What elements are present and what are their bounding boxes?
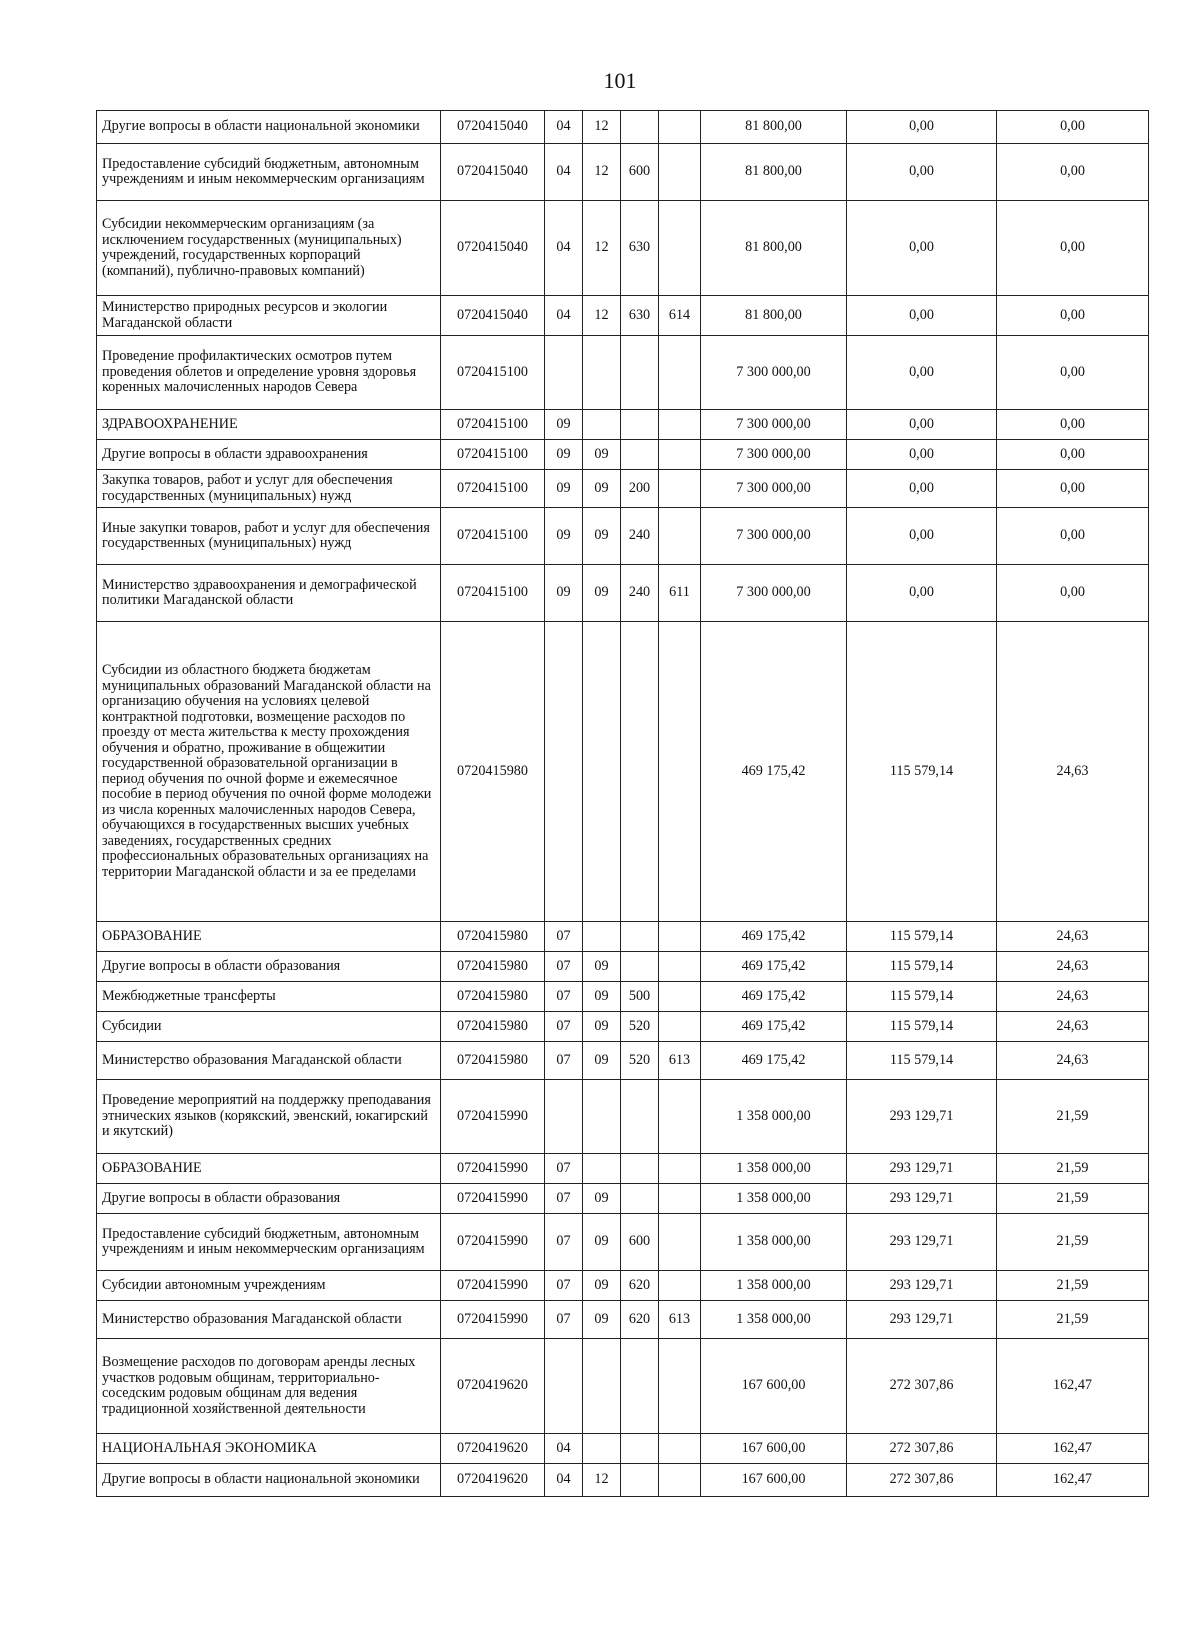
row-planned-amount: 469 175,42 bbox=[701, 922, 847, 952]
row-administrator-code: 613 bbox=[659, 1042, 701, 1080]
row-section: 04 bbox=[545, 1434, 583, 1464]
row-section: 04 bbox=[545, 144, 583, 201]
table-row bbox=[97, 1271, 1149, 1301]
row-name: Закупка товаров, работ и услуг для обеспечения государственных (муниципальных) нужд bbox=[97, 470, 441, 508]
row-actual-amount: 115 579,14 bbox=[847, 1012, 997, 1042]
row-subsection bbox=[583, 1080, 621, 1154]
row-target-article: 0720415100 bbox=[441, 565, 545, 622]
row-planned-amount: 81 800,00 bbox=[701, 296, 847, 336]
row-administrator-code bbox=[659, 1434, 701, 1464]
row-actual-amount: 115 579,14 bbox=[847, 1042, 997, 1080]
row-expense-type: 600 bbox=[621, 1214, 659, 1271]
row-administrator-code bbox=[659, 336, 701, 410]
row-percent: 21,59 bbox=[997, 1271, 1149, 1301]
row-target-article: 0720415980 bbox=[441, 1042, 545, 1080]
row-administrator-code bbox=[659, 1271, 701, 1301]
row-expense-type bbox=[621, 1339, 659, 1434]
row-target-article: 0720419620 bbox=[441, 1464, 545, 1497]
row-section: 09 bbox=[545, 440, 583, 470]
row-percent: 0,00 bbox=[997, 111, 1149, 144]
table-row bbox=[97, 1214, 1149, 1271]
row-administrator-code bbox=[659, 952, 701, 982]
row-section: 07 bbox=[545, 1214, 583, 1271]
row-subsection bbox=[583, 1154, 621, 1184]
row-planned-amount: 167 600,00 bbox=[701, 1434, 847, 1464]
row-administrator-code bbox=[659, 410, 701, 440]
row-actual-amount: 0,00 bbox=[847, 144, 997, 201]
row-expense-type: 630 bbox=[621, 201, 659, 296]
row-name: Межбюджетные трансферты bbox=[97, 982, 441, 1012]
row-section bbox=[545, 622, 583, 922]
row-percent: 0,00 bbox=[997, 470, 1149, 508]
row-percent: 24,63 bbox=[997, 622, 1149, 922]
budget-table bbox=[96, 110, 1149, 1497]
row-actual-amount: 115 579,14 bbox=[847, 982, 997, 1012]
row-administrator-code bbox=[659, 201, 701, 296]
row-name: Министерство образования Магаданской области bbox=[97, 1301, 441, 1339]
row-administrator-code bbox=[659, 111, 701, 144]
row-administrator-code: 613 bbox=[659, 1301, 701, 1339]
row-percent: 0,00 bbox=[997, 201, 1149, 296]
row-expense-type bbox=[621, 1154, 659, 1184]
row-percent: 0,00 bbox=[997, 144, 1149, 201]
row-expense-type: 520 bbox=[621, 1012, 659, 1042]
row-target-article: 0720415100 bbox=[441, 440, 545, 470]
row-planned-amount: 469 175,42 bbox=[701, 952, 847, 982]
row-subsection: 12 bbox=[583, 296, 621, 336]
row-target-article: 0720415100 bbox=[441, 470, 545, 508]
row-actual-amount: 0,00 bbox=[847, 440, 997, 470]
row-planned-amount: 81 800,00 bbox=[701, 201, 847, 296]
row-planned-amount: 1 358 000,00 bbox=[701, 1080, 847, 1154]
row-percent: 21,59 bbox=[997, 1184, 1149, 1214]
row-planned-amount: 469 175,42 bbox=[701, 982, 847, 1012]
row-actual-amount: 115 579,14 bbox=[847, 922, 997, 952]
row-percent: 162,47 bbox=[997, 1434, 1149, 1464]
row-name: Предоставление субсидий бюджетным, автономным учреждениям и иным некоммерческим организациям bbox=[97, 144, 441, 201]
row-planned-amount: 1 358 000,00 bbox=[701, 1184, 847, 1214]
row-actual-amount: 0,00 bbox=[847, 565, 997, 622]
row-subsection: 09 bbox=[583, 1042, 621, 1080]
row-actual-amount: 0,00 bbox=[847, 201, 997, 296]
row-expense-type bbox=[621, 111, 659, 144]
row-target-article: 0720415990 bbox=[441, 1271, 545, 1301]
row-percent: 21,59 bbox=[997, 1154, 1149, 1184]
row-subsection: 12 bbox=[583, 1464, 621, 1497]
row-administrator-code: 611 bbox=[659, 565, 701, 622]
row-administrator-code bbox=[659, 1339, 701, 1434]
row-target-article: 0720415990 bbox=[441, 1301, 545, 1339]
table-row bbox=[97, 440, 1149, 470]
row-percent: 0,00 bbox=[997, 565, 1149, 622]
row-section: 07 bbox=[545, 982, 583, 1012]
row-subsection bbox=[583, 622, 621, 922]
row-expense-type bbox=[621, 1184, 659, 1214]
row-section: 07 bbox=[545, 1154, 583, 1184]
row-administrator-code bbox=[659, 622, 701, 922]
table-row bbox=[97, 982, 1149, 1012]
row-name: Другие вопросы в области национальной экономики bbox=[97, 1464, 441, 1497]
row-name: ОБРАЗОВАНИЕ bbox=[97, 1154, 441, 1184]
row-planned-amount: 469 175,42 bbox=[701, 1012, 847, 1042]
row-planned-amount: 7 300 000,00 bbox=[701, 565, 847, 622]
row-actual-amount: 115 579,14 bbox=[847, 622, 997, 922]
row-percent: 0,00 bbox=[997, 336, 1149, 410]
row-target-article: 0720415040 bbox=[441, 144, 545, 201]
row-percent: 21,59 bbox=[997, 1214, 1149, 1271]
row-planned-amount: 7 300 000,00 bbox=[701, 410, 847, 440]
row-name: Субсидии bbox=[97, 1012, 441, 1042]
row-expense-type bbox=[621, 952, 659, 982]
row-actual-amount: 293 129,71 bbox=[847, 1154, 997, 1184]
row-expense-type bbox=[621, 410, 659, 440]
row-actual-amount: 293 129,71 bbox=[847, 1214, 997, 1271]
row-administrator-code bbox=[659, 1154, 701, 1184]
row-target-article: 0720415100 bbox=[441, 410, 545, 440]
row-actual-amount: 272 307,86 bbox=[847, 1434, 997, 1464]
row-target-article: 0720415040 bbox=[441, 201, 545, 296]
row-subsection: 09 bbox=[583, 1012, 621, 1042]
row-expense-type bbox=[621, 336, 659, 410]
row-expense-type bbox=[621, 622, 659, 922]
row-planned-amount: 469 175,42 bbox=[701, 622, 847, 922]
table-row bbox=[97, 1434, 1149, 1464]
row-actual-amount: 293 129,71 bbox=[847, 1271, 997, 1301]
row-name: Другие вопросы в области национальной экономики bbox=[97, 111, 441, 144]
row-target-article: 0720415100 bbox=[441, 508, 545, 565]
table-row bbox=[97, 1339, 1149, 1434]
row-expense-type bbox=[621, 1080, 659, 1154]
row-name: Другие вопросы в области здравоохранения bbox=[97, 440, 441, 470]
row-subsection: 09 bbox=[583, 1301, 621, 1339]
table-row bbox=[97, 1080, 1149, 1154]
table-row bbox=[97, 111, 1149, 144]
row-expense-type: 200 bbox=[621, 470, 659, 508]
row-actual-amount: 0,00 bbox=[847, 508, 997, 565]
row-actual-amount: 0,00 bbox=[847, 470, 997, 508]
row-section: 07 bbox=[545, 1271, 583, 1301]
page-number: 101 bbox=[603, 68, 637, 93]
row-percent: 24,63 bbox=[997, 952, 1149, 982]
row-section: 04 bbox=[545, 111, 583, 144]
row-target-article: 0720415990 bbox=[441, 1154, 545, 1184]
row-subsection: 09 bbox=[583, 440, 621, 470]
row-actual-amount: 0,00 bbox=[847, 296, 997, 336]
row-administrator-code bbox=[659, 922, 701, 952]
row-target-article: 0720415100 bbox=[441, 336, 545, 410]
row-section: 07 bbox=[545, 1184, 583, 1214]
table-row bbox=[97, 565, 1149, 622]
row-name: Другие вопросы в области образования bbox=[97, 1184, 441, 1214]
row-name: Иные закупки товаров, работ и услуг для обеспечения государственных (муниципальных) нужд bbox=[97, 508, 441, 565]
row-section: 07 bbox=[545, 1301, 583, 1339]
table-row bbox=[97, 296, 1149, 336]
row-actual-amount: 0,00 bbox=[847, 410, 997, 440]
table-row bbox=[97, 201, 1149, 296]
row-percent: 0,00 bbox=[997, 410, 1149, 440]
row-section: 07 bbox=[545, 1012, 583, 1042]
table-row bbox=[97, 1184, 1149, 1214]
row-subsection: 09 bbox=[583, 1271, 621, 1301]
row-subsection: 09 bbox=[583, 470, 621, 508]
row-planned-amount: 167 600,00 bbox=[701, 1464, 847, 1497]
table-row bbox=[97, 1301, 1149, 1339]
row-expense-type bbox=[621, 440, 659, 470]
row-subsection: 09 bbox=[583, 1214, 621, 1271]
table-row bbox=[97, 410, 1149, 440]
row-expense-type bbox=[621, 922, 659, 952]
row-subsection bbox=[583, 922, 621, 952]
row-administrator-code bbox=[659, 1012, 701, 1042]
row-subsection bbox=[583, 1434, 621, 1464]
row-expense-type bbox=[621, 1434, 659, 1464]
row-actual-amount: 115 579,14 bbox=[847, 952, 997, 982]
row-target-article: 0720419620 bbox=[441, 1434, 545, 1464]
row-target-article: 0720415990 bbox=[441, 1080, 545, 1154]
row-percent: 162,47 bbox=[997, 1339, 1149, 1434]
row-planned-amount: 1 358 000,00 bbox=[701, 1214, 847, 1271]
row-section bbox=[545, 1080, 583, 1154]
row-administrator-code bbox=[659, 1464, 701, 1497]
row-administrator-code bbox=[659, 1080, 701, 1154]
row-section: 04 bbox=[545, 296, 583, 336]
row-percent: 162,47 bbox=[997, 1464, 1149, 1497]
row-name: НАЦИОНАЛЬНАЯ ЭКОНОМИКА bbox=[97, 1434, 441, 1464]
row-section: 07 bbox=[545, 1042, 583, 1080]
row-expense-type: 620 bbox=[621, 1271, 659, 1301]
row-target-article: 0720415980 bbox=[441, 622, 545, 922]
row-planned-amount: 7 300 000,00 bbox=[701, 508, 847, 565]
row-expense-type: 520 bbox=[621, 1042, 659, 1080]
table-row bbox=[97, 1042, 1149, 1080]
row-administrator-code bbox=[659, 1214, 701, 1271]
row-name: ОБРАЗОВАНИЕ bbox=[97, 922, 441, 952]
row-name: Другие вопросы в области образования bbox=[97, 952, 441, 982]
row-administrator-code bbox=[659, 982, 701, 1012]
row-target-article: 0720415040 bbox=[441, 296, 545, 336]
row-actual-amount: 293 129,71 bbox=[847, 1080, 997, 1154]
table-row bbox=[97, 508, 1149, 565]
row-expense-type: 620 bbox=[621, 1301, 659, 1339]
row-target-article: 0720419620 bbox=[441, 1339, 545, 1434]
row-planned-amount: 469 175,42 bbox=[701, 1042, 847, 1080]
row-section: 07 bbox=[545, 922, 583, 952]
row-actual-amount: 293 129,71 bbox=[847, 1184, 997, 1214]
row-actual-amount: 0,00 bbox=[847, 111, 997, 144]
row-subsection: 09 bbox=[583, 1184, 621, 1214]
row-name: Возмещение расходов по договорам аренды лесных участков родовым общинам, территориально-соседским родовым общинам для ведения традиционной хозяйственной деятельности bbox=[97, 1339, 441, 1434]
row-name: Субсидии из областного бюджета бюджетам муниципальных образований Магаданской области на организацию обучения на условиях целевой контрактной подготовки, возмещение расходов по проезду от места жительства к месту прохождения обучения и обратно, проживание в общежитии государственной образовательной организации в период обучения по очной форме и ежемесячное пособие в период обучения по очной форме молодежи из числа коренных малочисленных народов Севера, обучающихся в государственных высших учебных заведениях, государственных средних профессиональных образовательных организациях на территории Магаданской области и за ее пределами bbox=[97, 622, 441, 922]
row-percent: 24,63 bbox=[997, 982, 1149, 1012]
row-section: 07 bbox=[545, 952, 583, 982]
row-target-article: 0720415980 bbox=[441, 922, 545, 952]
row-name: ЗДРАВООХРАНЕНИЕ bbox=[97, 410, 441, 440]
row-expense-type: 600 bbox=[621, 144, 659, 201]
row-section: 09 bbox=[545, 508, 583, 565]
row-target-article: 0720415990 bbox=[441, 1214, 545, 1271]
table-row bbox=[97, 1464, 1149, 1497]
row-percent: 0,00 bbox=[997, 508, 1149, 565]
table-row bbox=[97, 1012, 1149, 1042]
row-name: Предоставление субсидий бюджетным, автономным учреждениям и иным некоммерческим организациям bbox=[97, 1214, 441, 1271]
row-subsection bbox=[583, 336, 621, 410]
row-actual-amount: 0,00 bbox=[847, 336, 997, 410]
row-actual-amount: 293 129,71 bbox=[847, 1301, 997, 1339]
row-percent: 21,59 bbox=[997, 1080, 1149, 1154]
row-name: Проведение мероприятий на поддержку преподавания этнических языков (корякский, эвенский, юкагирский и якутский) bbox=[97, 1080, 441, 1154]
row-subsection: 09 bbox=[583, 565, 621, 622]
row-target-article: 0720415980 bbox=[441, 982, 545, 1012]
table-row bbox=[97, 144, 1149, 201]
row-administrator-code bbox=[659, 470, 701, 508]
table-row bbox=[97, 622, 1149, 922]
row-percent: 24,63 bbox=[997, 922, 1149, 952]
row-subsection bbox=[583, 410, 621, 440]
row-name: Министерство природных ресурсов и экологии Магаданской области bbox=[97, 296, 441, 336]
row-expense-type: 240 bbox=[621, 565, 659, 622]
row-name: Проведение профилактических осмотров путем проведения облетов и определение уровня здоровья коренных малочисленных народов Севера bbox=[97, 336, 441, 410]
row-target-article: 0720415040 bbox=[441, 111, 545, 144]
row-percent: 24,63 bbox=[997, 1042, 1149, 1080]
row-planned-amount: 7 300 000,00 bbox=[701, 470, 847, 508]
row-planned-amount: 167 600,00 bbox=[701, 1339, 847, 1434]
row-section bbox=[545, 1339, 583, 1434]
row-percent: 24,63 bbox=[997, 1012, 1149, 1042]
row-expense-type: 500 bbox=[621, 982, 659, 1012]
row-expense-type: 240 bbox=[621, 508, 659, 565]
row-target-article: 0720415980 bbox=[441, 1012, 545, 1042]
row-section: 04 bbox=[545, 201, 583, 296]
row-planned-amount: 7 300 000,00 bbox=[701, 336, 847, 410]
table-row bbox=[97, 952, 1149, 982]
table-row bbox=[97, 1154, 1149, 1184]
row-percent: 21,59 bbox=[997, 1301, 1149, 1339]
row-actual-amount: 272 307,86 bbox=[847, 1339, 997, 1434]
row-administrator-code: 614 bbox=[659, 296, 701, 336]
row-planned-amount: 1 358 000,00 bbox=[701, 1271, 847, 1301]
table-row bbox=[97, 336, 1149, 410]
row-subsection: 09 bbox=[583, 982, 621, 1012]
table-row bbox=[97, 922, 1149, 952]
row-planned-amount: 1 358 000,00 bbox=[701, 1154, 847, 1184]
row-name: Субсидии автономным учреждениям bbox=[97, 1271, 441, 1301]
row-planned-amount: 1 358 000,00 bbox=[701, 1301, 847, 1339]
table-row bbox=[97, 470, 1149, 508]
row-subsection: 09 bbox=[583, 952, 621, 982]
row-section bbox=[545, 336, 583, 410]
row-target-article: 0720415990 bbox=[441, 1184, 545, 1214]
row-administrator-code bbox=[659, 508, 701, 565]
row-section: 04 bbox=[545, 1464, 583, 1497]
row-subsection: 12 bbox=[583, 201, 621, 296]
row-percent: 0,00 bbox=[997, 296, 1149, 336]
row-planned-amount: 7 300 000,00 bbox=[701, 440, 847, 470]
row-name: Субсидии некоммерческим организациям (за исключением государственных (муниципальных) учреждений, государственных корпораций (компаний), публично-правовых компаний) bbox=[97, 201, 441, 296]
row-subsection: 09 bbox=[583, 508, 621, 565]
row-subsection: 12 bbox=[583, 111, 621, 144]
row-expense-type bbox=[621, 1464, 659, 1497]
row-administrator-code bbox=[659, 440, 701, 470]
row-name: Министерство здравоохранения и демографической политики Магаданской области bbox=[97, 565, 441, 622]
row-actual-amount: 272 307,86 bbox=[847, 1464, 997, 1497]
row-name: Министерство образования Магаданской области bbox=[97, 1042, 441, 1080]
row-target-article: 0720415980 bbox=[441, 952, 545, 982]
row-subsection bbox=[583, 1339, 621, 1434]
row-section: 09 bbox=[545, 565, 583, 622]
row-percent: 0,00 bbox=[997, 440, 1149, 470]
row-expense-type: 630 bbox=[621, 296, 659, 336]
row-planned-amount: 81 800,00 bbox=[701, 144, 847, 201]
row-section: 09 bbox=[545, 470, 583, 508]
row-planned-amount: 81 800,00 bbox=[701, 111, 847, 144]
row-subsection: 12 bbox=[583, 144, 621, 201]
row-administrator-code bbox=[659, 144, 701, 201]
row-section: 09 bbox=[545, 410, 583, 440]
row-administrator-code bbox=[659, 1184, 701, 1214]
